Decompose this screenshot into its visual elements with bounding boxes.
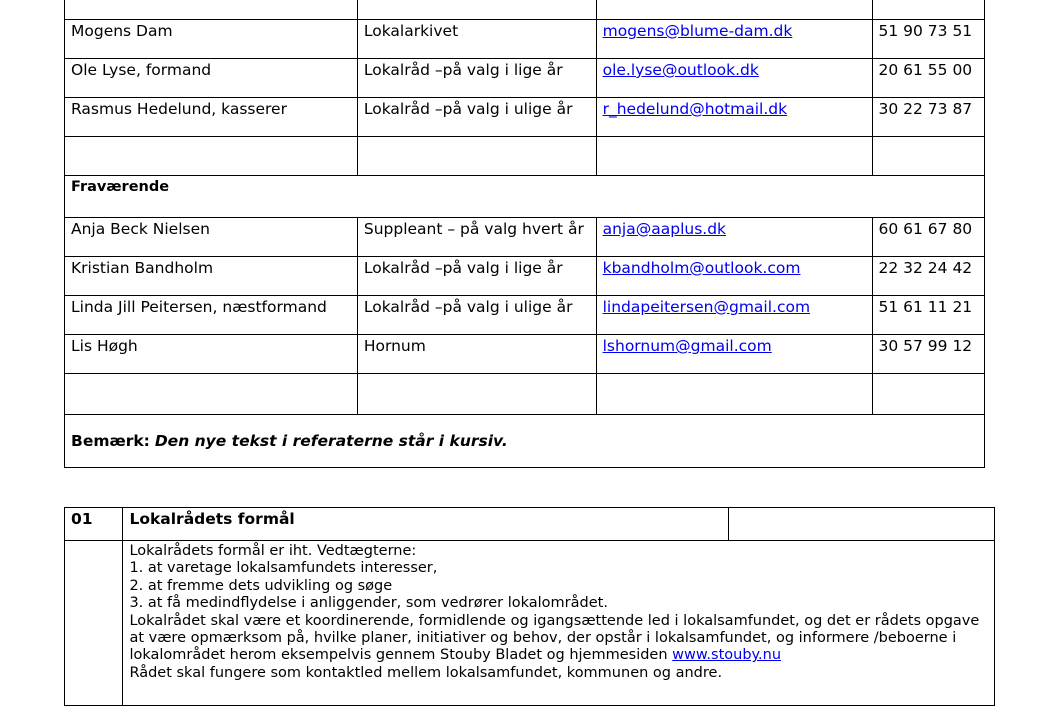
table-row [65, 335, 985, 374]
members-table [64, 0, 985, 468]
agenda-line: Rådet skal fungere som kontaktled mellem lokalsamfundet, kommunen og andre. [129, 664, 723, 681]
member-phone: 22 32 24 42 [872, 257, 985, 296]
member-name: Mogens Dam [65, 20, 358, 59]
member-role: Lokalarkivet [357, 20, 596, 59]
member-role: Suppleant – på valg hvert år [357, 218, 596, 257]
agenda-table [64, 507, 995, 706]
agenda-line: 2. at fremme dets udvikling og søge [129, 577, 393, 594]
table-row [65, 20, 985, 59]
agenda-title: Lokalrådets formål [123, 508, 728, 541]
agenda-line: 1. at varetage lokalsamfundets interesser, [129, 560, 438, 577]
member-name: Rasmus Hedelund, kasserer [65, 98, 358, 137]
agenda-header-row [65, 508, 995, 541]
agenda-line-with-link [129, 647, 988, 664]
absent-section-row [65, 176, 985, 218]
agenda-line: 3. at få medindflydelse i anliggender, som vedrører lokalområdet. [129, 595, 608, 612]
member-role: Lokalråd –på valg i ulige år [357, 296, 596, 335]
member-email-link[interactable]: mogens@blume-dam.dk [602, 22, 793, 40]
member-email-link[interactable]: lindapeitersen@gmail.com [602, 298, 811, 316]
member-phone: 30 22 73 87 [872, 98, 985, 137]
member-name: Ole Lyse, formand [65, 59, 358, 98]
member-name: Linda Jill Peitersen, næstformand [65, 296, 358, 335]
table-row [65, 0, 985, 20]
member-phone: 51 61 11 21 [872, 296, 985, 335]
table-row [65, 218, 985, 257]
member-email-link[interactable]: anja@aaplus.dk [602, 220, 727, 238]
table-row [65, 296, 985, 335]
member-phone: 30 57 99 12 [872, 335, 985, 374]
note-label: Bemærk: [71, 432, 150, 450]
member-email-link[interactable]: kbandholm@outlook.com [602, 259, 801, 277]
table-row-empty [65, 137, 985, 176]
member-email-link[interactable]: ole.lyse@outlook.dk [602, 61, 759, 79]
member-phone: 60 61 67 80 [872, 218, 985, 257]
agenda-line: Lokalrådets formål er iht. Vedtægterne: [129, 543, 417, 559]
agenda-body-row [65, 541, 995, 706]
note-text: Den nye tekst i referaterne står i kursiv. [154, 432, 508, 450]
member-name: Anja Beck Nielsen [65, 218, 358, 257]
agenda-line: Lokalrådet skal være et koordinerende, formidlende og igangsættende led i lokalsamfundet, og det er rådets opgave [129, 612, 980, 629]
agenda-number: 01 [65, 508, 123, 541]
table-row [65, 98, 985, 137]
member-email-link[interactable]: lshornum@gmail.com [602, 337, 772, 355]
website-link[interactable]: www.stouby.nu [672, 647, 782, 664]
member-phone: 51 90 73 51 [872, 20, 985, 59]
member-role: Lokalråd –på valg i lige år [357, 257, 596, 296]
note-cell [65, 415, 985, 468]
table-row [65, 257, 985, 296]
table-row [65, 59, 985, 98]
member-phone: 20 61 55 00 [872, 59, 985, 98]
member-name: Lis Høgh [65, 335, 358, 374]
agenda-line-text: lokalområdet herom eksempelvis gennem Stouby Bladet og hjemmesiden [129, 647, 673, 664]
agenda-line: at være opmærksom på, hvilke planer, initiativer og behov, der opstår i lokalsamfundet, og informere /beboerne i [129, 630, 957, 647]
agenda-body [123, 541, 995, 706]
member-email-link[interactable]: r_hedelund@hotmail.dk [602, 100, 788, 118]
member-role: Lokalråd –på valg i ulige år [357, 98, 596, 137]
member-role: Hornum [357, 335, 596, 374]
agenda-extra-cell [728, 508, 994, 541]
table-row-empty [65, 374, 985, 415]
member-role: Lokalråd –på valg i lige år [357, 59, 596, 98]
absent-section-title: Fraværende [65, 176, 985, 218]
member-name: Kristian Bandholm [65, 257, 358, 296]
note-row [65, 415, 985, 468]
